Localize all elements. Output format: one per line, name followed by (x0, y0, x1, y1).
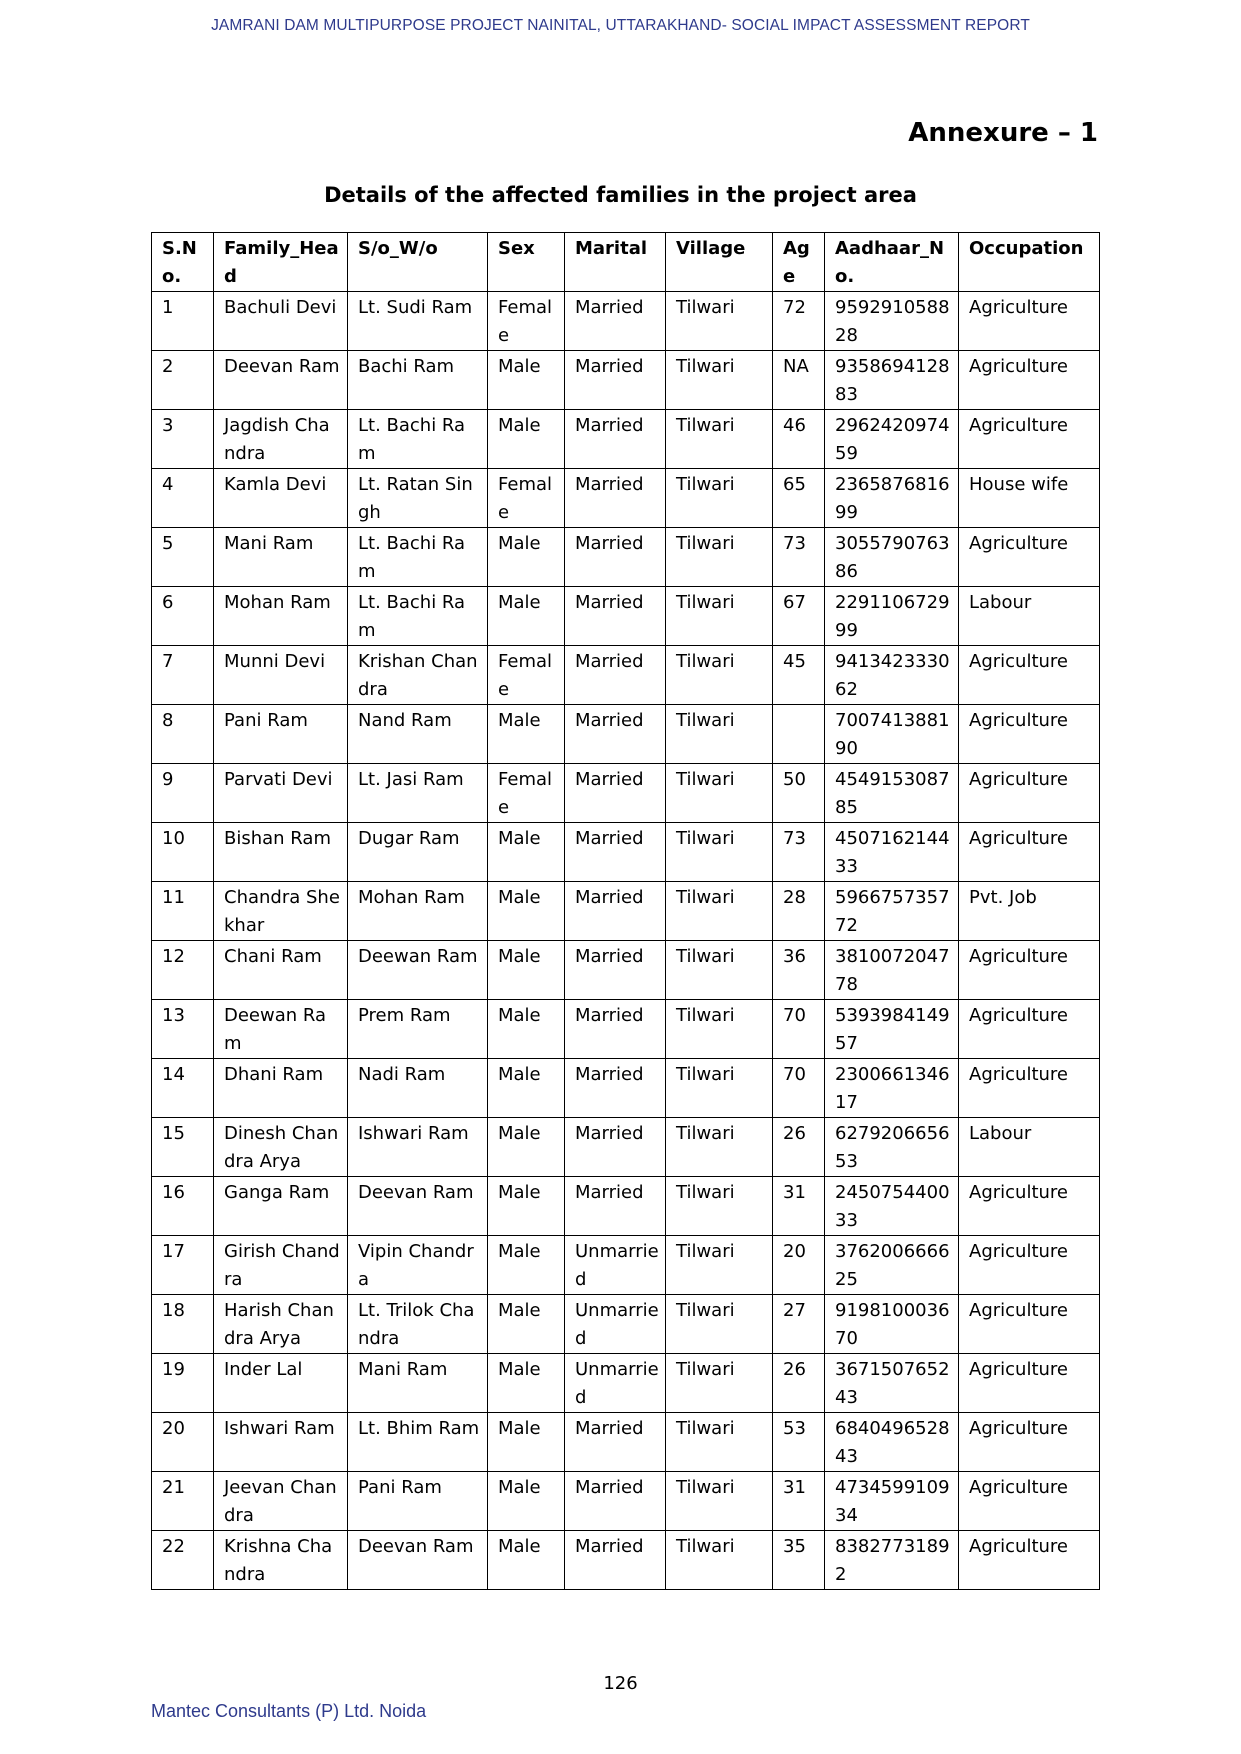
cell-relation: Lt. Bhim Ram (348, 1413, 488, 1472)
cell-family-head: Harish Chandra Arya (214, 1295, 348, 1354)
cell-aadhaar: 236587681699 (825, 469, 959, 528)
cell-village: Tilwari (666, 1295, 773, 1354)
cell-marital: Married (565, 823, 666, 882)
cell-family-head: Bachuli Devi (214, 292, 348, 351)
cell-marital: Married (565, 1413, 666, 1472)
cell-sex: Male (488, 1472, 565, 1531)
cell-sno: 6 (152, 587, 214, 646)
cell-relation: Deewan Ram (348, 941, 488, 1000)
cell-age: 26 (773, 1354, 825, 1413)
cell-occupation: Agriculture (959, 764, 1100, 823)
cell-family-head: Deewan Ram (214, 1000, 348, 1059)
cell-relation: Prem Ram (348, 1000, 488, 1059)
cell-age: 45 (773, 646, 825, 705)
cell-aadhaar: 450716214433 (825, 823, 959, 882)
cell-family-head: Munni Devi (214, 646, 348, 705)
cell-age (773, 705, 825, 764)
cell-village: Tilwari (666, 823, 773, 882)
cell-aadhaar: 296242097459 (825, 410, 959, 469)
cell-aadhaar: 454915308785 (825, 764, 959, 823)
cell-village: Tilwari (666, 646, 773, 705)
cell-aadhaar: 700741388190 (825, 705, 959, 764)
table-row (152, 410, 1100, 469)
cell-village: Tilwari (666, 1177, 773, 1236)
cell-sex: Male (488, 705, 565, 764)
cell-sno: 9 (152, 764, 214, 823)
cell-occupation: Agriculture (959, 1059, 1100, 1118)
cell-sex: Male (488, 1295, 565, 1354)
cell-marital: Married (565, 882, 666, 941)
cell-sex: Male (488, 1177, 565, 1236)
cell-marital: Married (565, 1177, 666, 1236)
cell-relation: Lt. Sudi Ram (348, 292, 488, 351)
cell-relation: Vipin Chandra (348, 1236, 488, 1295)
cell-sno: 17 (152, 1236, 214, 1295)
cell-village: Tilwari (666, 351, 773, 410)
cell-age: 53 (773, 1413, 825, 1472)
cell-sno: 14 (152, 1059, 214, 1118)
table-row (152, 1472, 1100, 1531)
table-row (152, 705, 1100, 764)
cell-marital: Married (565, 1118, 666, 1177)
cell-aadhaar: 229110672999 (825, 587, 959, 646)
cell-family-head: Kamla Devi (214, 469, 348, 528)
cell-marital: Unmarried (565, 1295, 666, 1354)
cell-age: 50 (773, 764, 825, 823)
page-number: 126 (603, 1673, 638, 1694)
cell-marital: Married (565, 1531, 666, 1590)
cell-aadhaar: 245075440033 (825, 1177, 959, 1236)
cell-occupation: Agriculture (959, 646, 1100, 705)
cell-relation: Lt. Bachi Ram (348, 587, 488, 646)
cell-occupation: Agriculture (959, 941, 1100, 1000)
cell-occupation: Agriculture (959, 705, 1100, 764)
cell-aadhaar: 367150765243 (825, 1354, 959, 1413)
table-row (152, 1059, 1100, 1118)
cell-sex: Female (488, 292, 565, 351)
cell-sno: 3 (152, 410, 214, 469)
cell-sno: 10 (152, 823, 214, 882)
cell-occupation: House wife (959, 469, 1100, 528)
cell-aadhaar: 473459910934 (825, 1472, 959, 1531)
cell-sex: Male (488, 1413, 565, 1472)
table-row (152, 587, 1100, 646)
cell-marital: Married (565, 705, 666, 764)
cell-family-head: Inder Lal (214, 1354, 348, 1413)
cell-age: 31 (773, 1472, 825, 1531)
cell-relation: Lt. Bachi Ram (348, 410, 488, 469)
footer-company: Mantec Consultants (P) Ltd. Noida (151, 1701, 427, 1721)
cell-marital: Married (565, 646, 666, 705)
cell-age: 73 (773, 528, 825, 587)
cell-marital: Married (565, 1059, 666, 1118)
cell-family-head: Jeevan Chandra (214, 1472, 348, 1531)
cell-sno: 16 (152, 1177, 214, 1236)
cell-sex: Male (488, 1531, 565, 1590)
cell-family-head: Ishwari Ram (214, 1413, 348, 1472)
cell-village: Tilwari (666, 941, 773, 1000)
cell-sex: Male (488, 1236, 565, 1295)
table-header-row (152, 233, 1100, 292)
cell-aadhaar: 919810003670 (825, 1295, 959, 1354)
column-header-marital: Marital (565, 233, 666, 292)
cell-age: 28 (773, 882, 825, 941)
cell-marital: Married (565, 410, 666, 469)
cell-relation: Ishwari Ram (348, 1118, 488, 1177)
cell-age: 67 (773, 587, 825, 646)
cell-marital: Married (565, 528, 666, 587)
cell-age: 73 (773, 823, 825, 882)
cell-age: 70 (773, 1059, 825, 1118)
cell-sno: 11 (152, 882, 214, 941)
cell-sex: Male (488, 941, 565, 1000)
table-row (152, 1354, 1100, 1413)
cell-sex: Male (488, 587, 565, 646)
cell-occupation: Agriculture (959, 351, 1100, 410)
cell-relation: Lt. Ratan Singh (348, 469, 488, 528)
cell-family-head: Dinesh Chandra Arya (214, 1118, 348, 1177)
cell-village: Tilwari (666, 1000, 773, 1059)
cell-sno: 22 (152, 1531, 214, 1590)
table-row (152, 351, 1100, 410)
cell-relation: Dugar Ram (348, 823, 488, 882)
cell-relation: Deevan Ram (348, 1531, 488, 1590)
table-row (152, 1531, 1100, 1590)
cell-occupation: Labour (959, 587, 1100, 646)
cell-marital: Unmarried (565, 1354, 666, 1413)
column-header-occupation: Occupation (959, 233, 1100, 292)
table-row (152, 1295, 1100, 1354)
table-row (152, 764, 1100, 823)
cell-occupation: Agriculture (959, 1295, 1100, 1354)
cell-sno: 5 (152, 528, 214, 587)
cell-family-head: Girish Chandra (214, 1236, 348, 1295)
table-row (152, 823, 1100, 882)
cell-sno: 12 (152, 941, 214, 1000)
cell-aadhaar: 684049652843 (825, 1413, 959, 1472)
cell-village: Tilwari (666, 587, 773, 646)
affected-families-table (151, 232, 1100, 1590)
cell-sex: Male (488, 528, 565, 587)
cell-village: Tilwari (666, 764, 773, 823)
cell-sno: 21 (152, 1472, 214, 1531)
cell-occupation: Agriculture (959, 410, 1100, 469)
column-header-age: Age (773, 233, 825, 292)
cell-age: 65 (773, 469, 825, 528)
cell-occupation: Agriculture (959, 1354, 1100, 1413)
running-header: JAMRANI DAM MULTIPURPOSE PROJECT NAINITAL, UTTARAKHAND- SOCIAL IMPACT ASSESSMENT REPORT (211, 17, 1030, 34)
cell-marital: Married (565, 1472, 666, 1531)
cell-family-head: Krishna Chandra (214, 1531, 348, 1590)
cell-occupation: Pvt. Job (959, 882, 1100, 941)
cell-sex: Male (488, 882, 565, 941)
cell-age: 31 (773, 1177, 825, 1236)
cell-village: Tilwari (666, 705, 773, 764)
cell-occupation: Agriculture (959, 1177, 1100, 1236)
cell-aadhaar: 305579076386 (825, 528, 959, 587)
cell-sno: 4 (152, 469, 214, 528)
cell-village: Tilwari (666, 469, 773, 528)
cell-village: Tilwari (666, 292, 773, 351)
cell-age: 35 (773, 1531, 825, 1590)
column-header-village: Village (666, 233, 773, 292)
cell-occupation: Agriculture (959, 1236, 1100, 1295)
cell-marital: Married (565, 941, 666, 1000)
cell-aadhaar: 83827731892 (825, 1531, 959, 1590)
table-row (152, 646, 1100, 705)
cell-family-head: Ganga Ram (214, 1177, 348, 1236)
cell-family-head: Pani Ram (214, 705, 348, 764)
cell-relation: Lt. Bachi Ram (348, 528, 488, 587)
cell-village: Tilwari (666, 410, 773, 469)
column-header-family-head: Family_Head (214, 233, 348, 292)
cell-sex: Male (488, 410, 565, 469)
cell-sex: Male (488, 1059, 565, 1118)
cell-occupation: Agriculture (959, 1413, 1100, 1472)
cell-aadhaar: 596675735772 (825, 882, 959, 941)
cell-family-head: Chandra Shekhar (214, 882, 348, 941)
table-title: Details of the affected families in the project area (324, 183, 917, 207)
cell-aadhaar: 381007204778 (825, 941, 959, 1000)
cell-relation: Krishan Chandra (348, 646, 488, 705)
table-row (152, 1118, 1100, 1177)
cell-sno: 19 (152, 1354, 214, 1413)
cell-relation: Nand Ram (348, 705, 488, 764)
annexure-label: Annexure – 1 (908, 118, 1098, 148)
cell-occupation: Agriculture (959, 1531, 1100, 1590)
column-header-sex: Sex (488, 233, 565, 292)
cell-village: Tilwari (666, 1413, 773, 1472)
cell-village: Tilwari (666, 528, 773, 587)
cell-occupation: Agriculture (959, 1000, 1100, 1059)
table-row (152, 469, 1100, 528)
cell-sex: Male (488, 1118, 565, 1177)
cell-family-head: Bishan Ram (214, 823, 348, 882)
cell-sno: 13 (152, 1000, 214, 1059)
cell-village: Tilwari (666, 1472, 773, 1531)
table-row (152, 292, 1100, 351)
column-header-sno: S.No. (152, 233, 214, 292)
cell-aadhaar: 230066134617 (825, 1059, 959, 1118)
cell-aadhaar: 539398414957 (825, 1000, 959, 1059)
cell-occupation: Agriculture (959, 1472, 1100, 1531)
cell-age: NA (773, 351, 825, 410)
cell-family-head: Chani Ram (214, 941, 348, 1000)
cell-village: Tilwari (666, 1354, 773, 1413)
cell-sex: Male (488, 1354, 565, 1413)
cell-family-head: Deevan Ram (214, 351, 348, 410)
cell-relation: Bachi Ram (348, 351, 488, 410)
cell-occupation: Agriculture (959, 528, 1100, 587)
cell-marital: Married (565, 351, 666, 410)
table-row (152, 882, 1100, 941)
cell-family-head: Mani Ram (214, 528, 348, 587)
cell-relation: Deevan Ram (348, 1177, 488, 1236)
cell-family-head: Dhani Ram (214, 1059, 348, 1118)
cell-occupation: Agriculture (959, 823, 1100, 882)
cell-sex: Male (488, 1000, 565, 1059)
cell-age: 70 (773, 1000, 825, 1059)
cell-aadhaar: 627920665653 (825, 1118, 959, 1177)
cell-age: 27 (773, 1295, 825, 1354)
cell-sno: 1 (152, 292, 214, 351)
cell-sno: 20 (152, 1413, 214, 1472)
table-row (152, 1177, 1100, 1236)
cell-relation: Mohan Ram (348, 882, 488, 941)
cell-sno: 18 (152, 1295, 214, 1354)
cell-relation: Mani Ram (348, 1354, 488, 1413)
table-row (152, 528, 1100, 587)
cell-relation: Nadi Ram (348, 1059, 488, 1118)
cell-sex: Female (488, 646, 565, 705)
cell-family-head: Mohan Ram (214, 587, 348, 646)
cell-aadhaar: 935869412883 (825, 351, 959, 410)
cell-sno: 7 (152, 646, 214, 705)
table-row (152, 1236, 1100, 1295)
cell-relation: Lt. Jasi Ram (348, 764, 488, 823)
cell-marital: Married (565, 587, 666, 646)
cell-age: 46 (773, 410, 825, 469)
table-body (152, 292, 1100, 1590)
cell-aadhaar: 959291058828 (825, 292, 959, 351)
cell-sex: Male (488, 823, 565, 882)
cell-occupation: Agriculture (959, 292, 1100, 351)
cell-sex: Female (488, 764, 565, 823)
cell-occupation: Labour (959, 1118, 1100, 1177)
cell-marital: Unmarried (565, 1236, 666, 1295)
cell-village: Tilwari (666, 1118, 773, 1177)
cell-village: Tilwari (666, 1531, 773, 1590)
cell-age: 36 (773, 941, 825, 1000)
cell-family-head: Jagdish Chandra (214, 410, 348, 469)
column-header-relation: S/o_W/o (348, 233, 488, 292)
cell-sno: 15 (152, 1118, 214, 1177)
cell-relation: Pani Ram (348, 1472, 488, 1531)
cell-age: 72 (773, 292, 825, 351)
table-row (152, 1413, 1100, 1472)
cell-marital: Married (565, 1000, 666, 1059)
cell-marital: Married (565, 764, 666, 823)
cell-village: Tilwari (666, 1236, 773, 1295)
cell-relation: Lt. Trilok Chandra (348, 1295, 488, 1354)
column-header-aadhaar: Aadhaar_No. (825, 233, 959, 292)
cell-family-head: Parvati Devi (214, 764, 348, 823)
cell-sex: Female (488, 469, 565, 528)
cell-sno: 2 (152, 351, 214, 410)
table-row (152, 941, 1100, 1000)
cell-sex: Male (488, 351, 565, 410)
cell-sno: 8 (152, 705, 214, 764)
cell-village: Tilwari (666, 882, 773, 941)
cell-village: Tilwari (666, 1059, 773, 1118)
cell-age: 26 (773, 1118, 825, 1177)
table-row (152, 1000, 1100, 1059)
cell-aadhaar: 941342333062 (825, 646, 959, 705)
cell-marital: Married (565, 292, 666, 351)
cell-marital: Married (565, 469, 666, 528)
cell-aadhaar: 376200666625 (825, 1236, 959, 1295)
cell-age: 20 (773, 1236, 825, 1295)
